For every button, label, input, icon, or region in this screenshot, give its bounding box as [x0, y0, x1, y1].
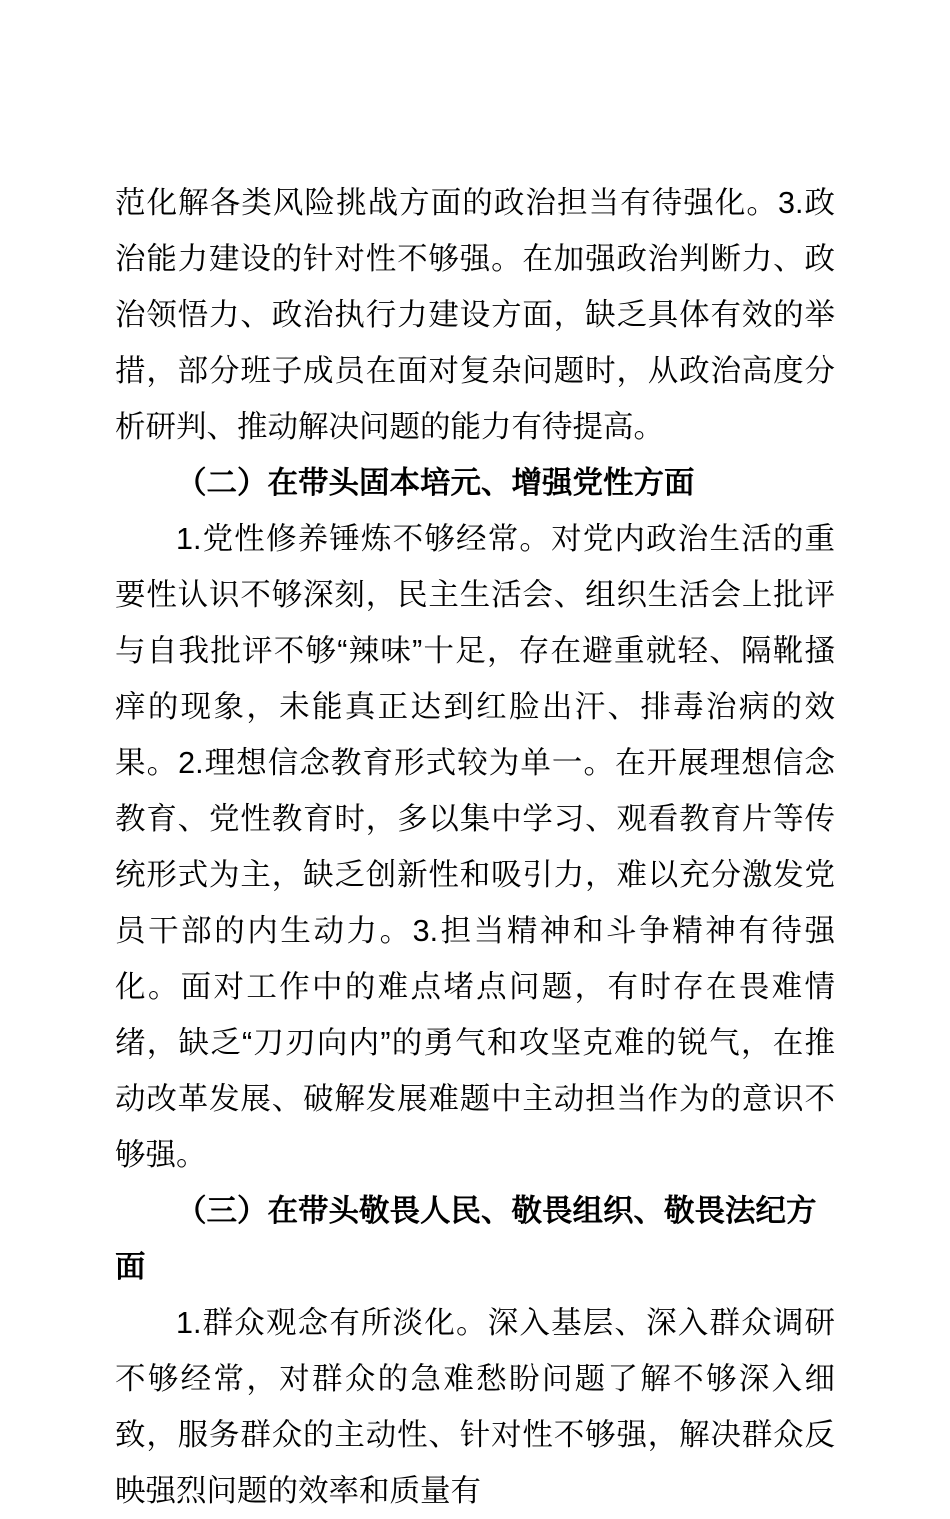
document-body	[115, 175, 835, 1519]
paragraph-section-three-body: 1.群众观念有所淡化。深入基层、深入群众调研不够经常，对群众的急难愁盼问题了解不够深入细致，服务群众的主动性、针对性不够强，解决群众反映强烈问题的效率和质量有	[115, 1306, 835, 1508]
paragraph-section-two-body: 1.党性修养锤炼不够经常。对党内政治生活的重要性认识不够深刻，民主生活会、组织生活会上批评与自我批评不够“辣味”十足，存在避重就轻、隔靴搔痒的现象，未能真正达到红脸出汗、排毒治病的效果。2.理想信念教育形式较为单一。在开展理想信念教育、党性教育时，多以集中学习、观看教育片等传统形式为主，缺乏创新性和吸引力，难以充分激发党员干部的内生动力。3.担当精神和斗争精神有待强化。面对工作中的难点堵点问题，有时存在畏难情绪，缺乏“刀刃向内”的勇气和攻坚克难的锐气，在推动改革发展、破解发展难题中主动担当作为的意识不够强。	[115, 522, 835, 1172]
paragraph-continued-political-ability: 范化解各类风险挑战方面的政治担当有待强化。3.政治能力建设的针对性不够强。在加强政治判断力、政治领悟力、政治执行力建设方面，缺乏具体有效的举措，部分班子成员在面对复杂问题时，从政治高度分析研判、推动解决问题的能力有待提高。	[115, 186, 835, 444]
heading-section-two: （二）在带头固本培元、增强党性方面	[176, 466, 695, 500]
heading-section-three: （三）在带头敬畏人民、敬畏组织、敬畏法纪方面	[115, 1194, 817, 1284]
